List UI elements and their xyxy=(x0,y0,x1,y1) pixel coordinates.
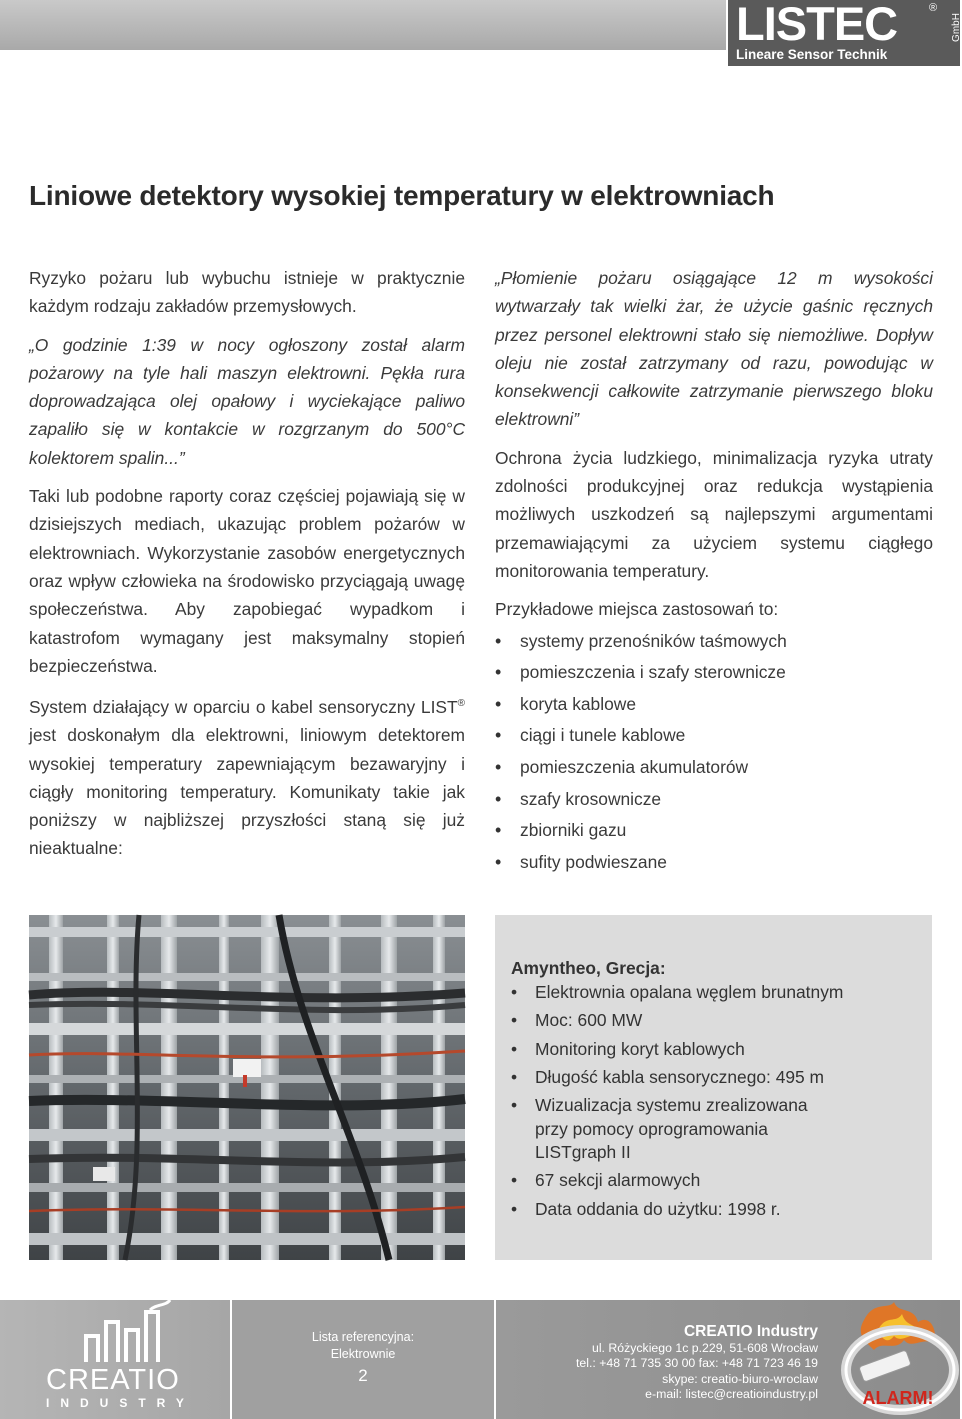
cable-tray-illustration xyxy=(29,915,465,1260)
logo-gmbh: GmbH xyxy=(950,13,962,42)
applications-list xyxy=(495,626,933,879)
applications-intro: Przykładowe miejsca zastosowań to: xyxy=(495,599,779,620)
list-item: • pomieszczenia akumulatorów xyxy=(495,752,933,784)
company-phone: tel.: +48 71 735 30 00 fax: +48 71 723 46 19 xyxy=(575,1356,818,1371)
header-bar xyxy=(0,0,960,66)
list-item: • Wizualizacja systemu zrealizowana przy pomocy oprogramowania LISTgraph II xyxy=(511,1094,841,1165)
cable-tray-photo xyxy=(29,915,465,1260)
list-item: • Długość kabla sensorycznego: 495 m xyxy=(511,1066,921,1090)
reference-list-label xyxy=(232,1300,494,1419)
alarm-label: ALARM! xyxy=(862,1388,934,1408)
reference-line-1: Lista referencyjna: xyxy=(311,1330,415,1344)
company-contact xyxy=(496,1300,960,1419)
left-column xyxy=(29,264,465,871)
footer xyxy=(0,1300,960,1419)
reference-line-2: Elektrownie xyxy=(330,1347,396,1361)
reference-list-text xyxy=(232,1329,494,1363)
list-item: • 67 sekcji alarmowych xyxy=(511,1169,921,1193)
protection-paragraph: Ochrona życia ludzkiego, minimalizacja ryzyka utraty zdolności produkcyjnej oraz redukcja wystąpienia możliwych uszkodzeń są najlepszymi argumentami przemawiającymi za użyciem systemu ciągłego monitorowania temperatury. xyxy=(495,447,933,581)
list-item: • sufity podwieszane xyxy=(495,847,933,879)
system-paragraph xyxy=(29,690,465,863)
list-item: • pomieszczenia i szafy sterownicze xyxy=(495,657,933,689)
reference-title: Amyntheo, Grecja: xyxy=(511,958,666,978)
list-item: • Data oddania do użytku: 1998 r. xyxy=(511,1198,921,1222)
registered-mark: ® xyxy=(457,698,465,710)
logo-text: LISTEC xyxy=(736,0,898,50)
list-item: • zbiorniki gazu xyxy=(495,815,933,847)
alarm-fire-icon xyxy=(834,1300,960,1419)
intro-paragraph: Ryzyko pożaru lub wybuchu istnieje w praktycznie każdym rodzaju zakładów przemysłowych. xyxy=(29,268,465,317)
list-item: • Monitoring koryt kablowych xyxy=(511,1038,921,1062)
list-item: • koryta kablowe xyxy=(495,689,933,721)
list-item: • systemy przenośników taśmowych xyxy=(495,626,933,658)
logo-registered-mark: ® xyxy=(929,2,938,14)
media-paragraph: Taki lub podobne raporty coraz częściej pojawiają się w dzisiejszych mediach, ukazując problem pożarów w elektrowniach. Wykorzystanie zasobów energetycznych oraz wpływ człowieka na środowisko przyciągają uwagę społeczeństwa. Aby zapobiegać wypadkom i katastrofom wymagany jest maksymalny stopień bezpieczeństwa. xyxy=(29,486,465,676)
company-email: e-mail: listec@creatioindustry.pl xyxy=(645,1387,818,1402)
flames-quote: „Płomienie pożaru osiągające 12 m wysokości wytwarzały tak wielki żar, że użycie gaśnic ręcznych przez personel elektrowni stało się niemożliwe. Dopływ oleju nie został zatrzymany od razu, powodując w konsekwencji całkowite zatrzymanie pierwszego bloku elektrowni” xyxy=(495,268,933,430)
list-item: • Elektrownia opalana węglem brunatnym xyxy=(511,981,921,1005)
system-paragraph-start: System działający w oparciu o kabel sensoryczny LIST xyxy=(29,696,458,717)
list-item: • szafy krosownicze xyxy=(495,784,933,816)
creatio-logo xyxy=(0,1300,230,1419)
page-number: 2 xyxy=(358,1366,368,1385)
incident-quote: „O godzinie 1:39 w nocy ogłoszony został alarm pożarowy na tyle hali maszyn elektrowni. Pękła rura doprowadzająca olej opałowy i wyciekające paliwo zapaliło się w kontakcie w rozgrzanym do 500°C kolektorem spalin...” xyxy=(29,334,465,468)
right-column xyxy=(495,264,933,878)
reference-details-list xyxy=(511,981,921,1226)
list-item: • Moc: 600 MW xyxy=(511,1009,921,1033)
logo-subtitle: Lineare Sensor Technik xyxy=(736,47,888,62)
listec-logo xyxy=(728,0,960,66)
company-skype: skype: creatio-biuro-wroclaw xyxy=(662,1371,818,1386)
company-address-block xyxy=(576,1322,818,1403)
creatio-wordmark: CREATIO xyxy=(46,1364,180,1396)
reference-info-box xyxy=(495,915,932,1260)
creatio-sub-wordmark: INDUSTRY xyxy=(46,1396,195,1410)
company-address: ul. Różyckiego 1c p.229, 51-608 Wrocław xyxy=(591,1341,818,1355)
company-name: CREATIO Industry xyxy=(683,1323,818,1340)
page-title: Liniowe detektory wysokiej temperatury w elektrowniach xyxy=(29,180,775,211)
list-item: • ciągi i tunele kablowe xyxy=(495,720,933,752)
header-gray-band xyxy=(0,0,726,50)
system-paragraph-end: jest doskonałym dla elektrowni, liniowym detektorem wysokiej temperatury zapewniającym bezawaryjny i ciągły monitoring temperatury. Komunikaty takie jak poniższy w najbliższej przyszłości staną się już nieaktualne: xyxy=(29,725,465,859)
